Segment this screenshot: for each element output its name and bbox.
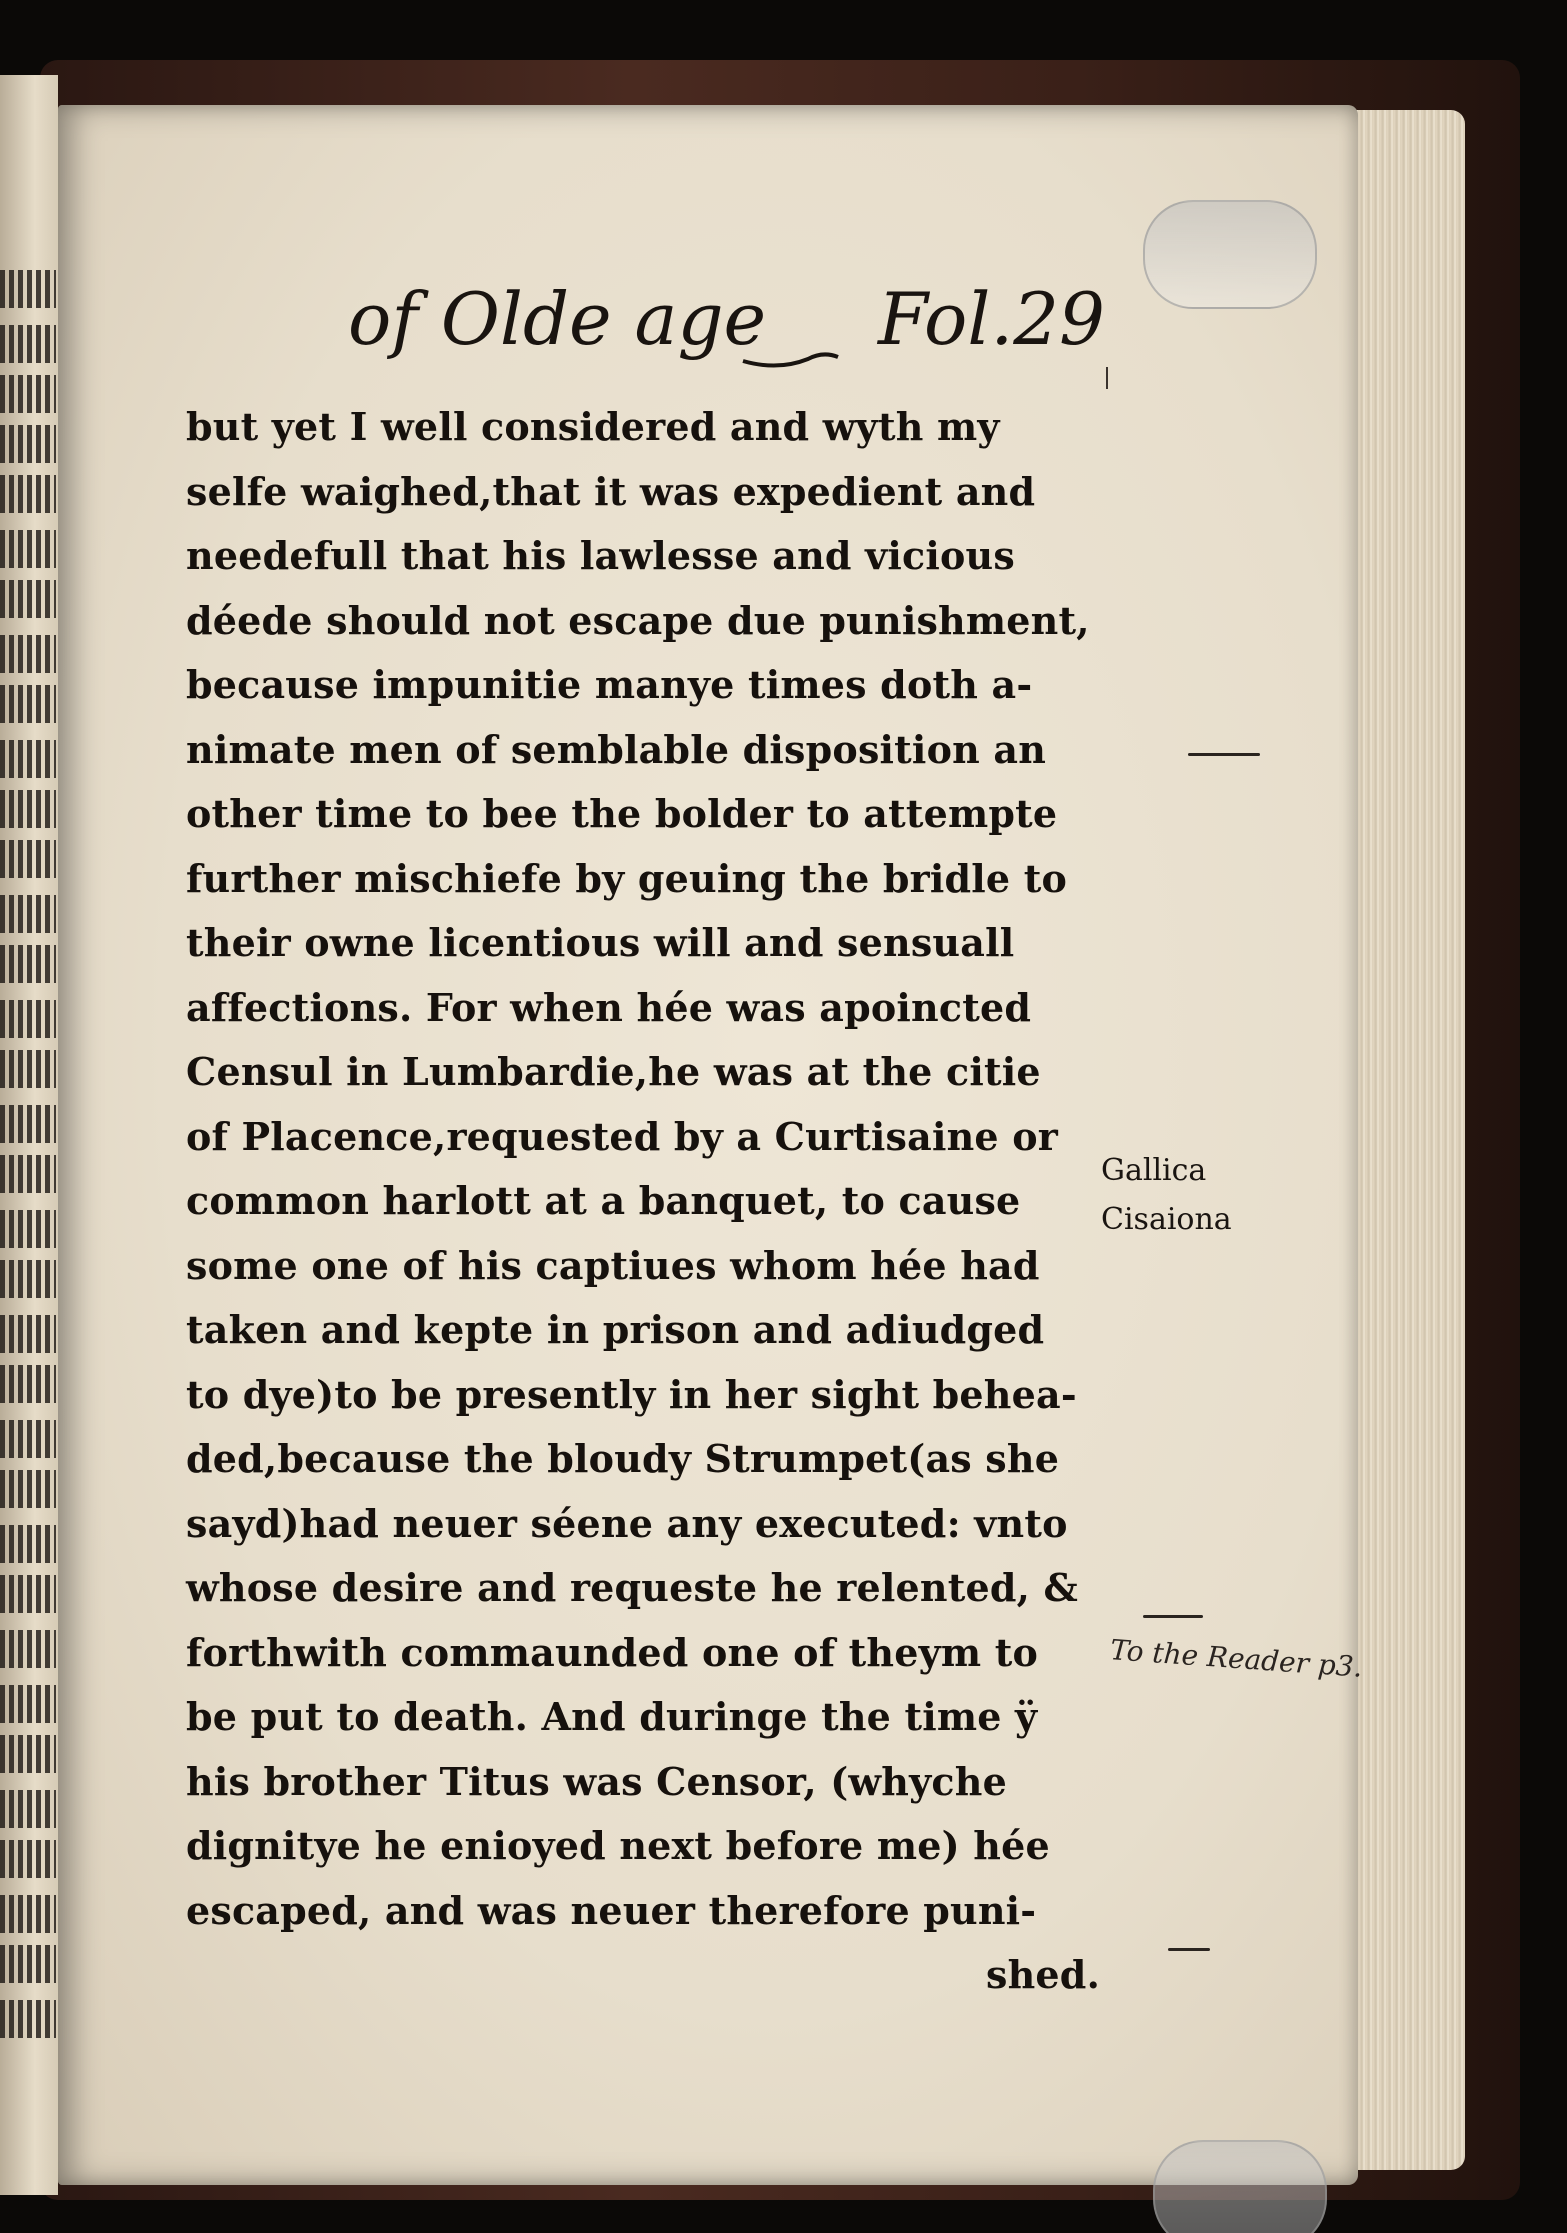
flourish-mark — [738, 343, 848, 373]
text-line: nimate men of semblable disposition an — [186, 726, 1047, 772]
text-line: forthwith commaunded one of theym to — [186, 1629, 1039, 1675]
page-clip-top — [1143, 200, 1317, 309]
pen-dash-mark — [1168, 1948, 1210, 1951]
text-line: his brother Titus was Censor, (whyche — [186, 1758, 1007, 1804]
text-line: shed. — [986, 1952, 1100, 1997]
text-line: because impunitie manye times doth a- — [186, 662, 1033, 707]
pen-tick-mark — [1106, 367, 1108, 389]
handwritten-note: To the Reader p3. — [1109, 1633, 1364, 1684]
page-clip-bottom — [1153, 2140, 1327, 2233]
text-line: common harlott at a banquet, to cause — [186, 1178, 1021, 1223]
page-edges — [1345, 110, 1465, 2170]
text-line: déede should not escape due punishment, — [186, 597, 1090, 643]
text-line: further mischiefe by geuing the bridle to — [186, 855, 1068, 901]
pen-dash-mark — [1143, 1615, 1203, 1618]
text-line: be put to death. And duringe the time ÿ — [186, 1694, 1038, 1739]
text-line: taken and kepte in prison and adiudged — [186, 1307, 1045, 1352]
text-line: sayd)had neuer séene any executed: vnto — [186, 1500, 1068, 1546]
text-line: whose desire and requeste he relented, & — [186, 1565, 1079, 1610]
text-line: ded,because the bloudy Strumpet(as she — [186, 1436, 1060, 1481]
margin-note: Gallica — [1101, 1153, 1207, 1188]
text-line: affections. For when hée was apoincted — [186, 984, 1032, 1030]
text-line: but yet I well considered and wyth my — [186, 404, 1000, 449]
page-header — [348, 277, 1108, 387]
text-line: other time to bee the bolder to attempte — [186, 791, 1058, 836]
text-line: their owne licentious will and sensuall — [186, 920, 1015, 965]
text-line: needefull that his lawlesse and vicious — [186, 533, 1015, 578]
text-line: escaped, and was neuer therefore puni- — [186, 1887, 1037, 1933]
text-line: some one of his captiues whom hée had — [186, 1242, 1040, 1288]
text-line: to dye)to be presently in her sight behea- — [186, 1371, 1077, 1417]
book-page — [58, 105, 1364, 2185]
folio-number: Fol.29 — [878, 277, 1105, 361]
text-line: selfe waighed,that it was expedient and — [186, 468, 1036, 514]
running-head: of Olde age — [348, 277, 767, 361]
text-line: dignitye he enioyed next before me) hée — [186, 1823, 1050, 1868]
pen-dash-mark — [1188, 753, 1260, 756]
margin-note: Cisaiona — [1101, 1202, 1232, 1237]
facing-page-edge — [0, 75, 58, 2195]
blackletter-text — [186, 395, 1106, 2008]
text-line: of Placence,requested by a Curtisaine or — [186, 1113, 1058, 1159]
text-line: Censul in Lumbardie,he was at the citie — [186, 1049, 1041, 1094]
